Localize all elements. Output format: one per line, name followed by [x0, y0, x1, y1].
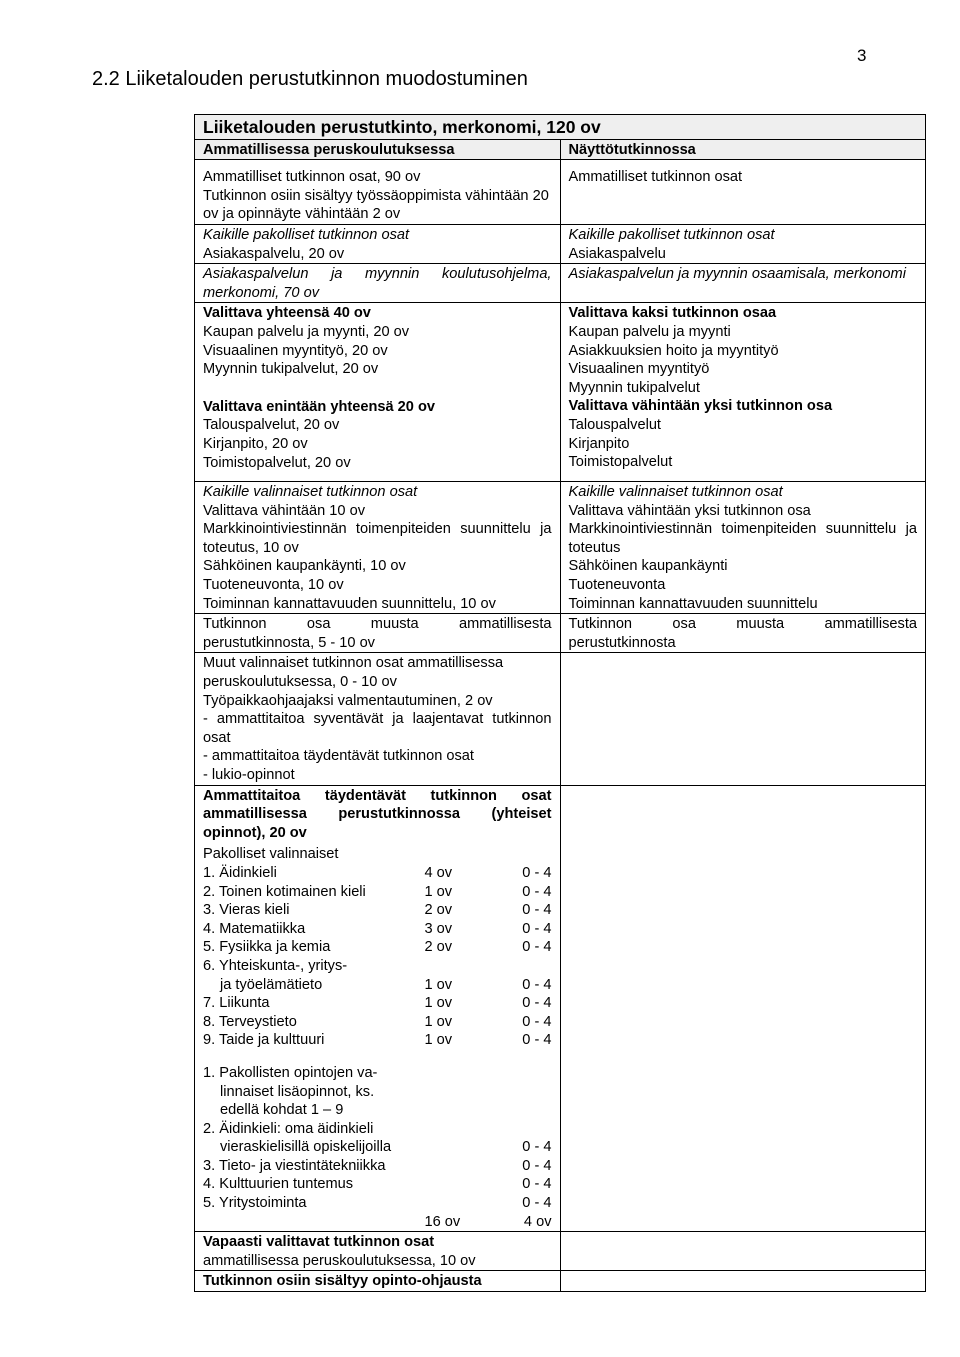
subject-range: 0 - 4 [522, 883, 552, 900]
mandatory-optional-label: Pakolliset valinnaiset [203, 846, 339, 863]
col1-header: Ammatillisessa peruskoulutuksessa [195, 139, 561, 160]
list-item: Kirjanpito [568, 435, 630, 452]
subject-ov: 1 ov [424, 976, 453, 993]
subject-range: 0 - 4 [522, 864, 552, 881]
subject-name: 2. Toinen kotimainen kieli [203, 883, 366, 900]
customer-service-unit-r: Asiakaspalvelu [568, 245, 666, 262]
vocational-units-label-r: Ammatilliset tutkinnon osat [568, 169, 743, 186]
optional-subject: linnaiset lisäopinnot, ks. [220, 1083, 375, 1100]
free-choice-heading: Vapaasti valittavat tutkinnon osat [203, 1234, 435, 1251]
subject-range: 0 - 4 [522, 902, 552, 919]
optional-subject: edellä kohdat 1 – 9 [220, 1102, 344, 1119]
list-item: Talouspalvelut, 20 ov [203, 417, 340, 434]
subject-range: 0 - 4 [522, 976, 552, 993]
common-studies-heading: Ammattitaitoa täydentävät tutkinnon osat ammatillisessa perustutkinnossa (yhteiset opinnot), 20 ov [203, 787, 552, 841]
list-item: Kaupan palvelu ja myynti [568, 323, 731, 340]
subject-range: 0 - 4 [522, 1032, 552, 1049]
list-item: Sähköinen kaupankäynti, 10 ov [203, 558, 406, 575]
subject-name: 6. Yhteiskunta-, yritys- [203, 957, 348, 974]
row-free-choice-left [195, 1232, 561, 1271]
page-number: 3 [857, 46, 867, 65]
list-item: Tuoteneuvonta, 10 ov [203, 577, 344, 594]
optional-subject: 5. Yritystoiminta [203, 1195, 307, 1212]
subject-ov: 1 ov [424, 1013, 453, 1030]
subject-row [203, 901, 552, 920]
empty-cell [560, 653, 926, 785]
row-other-optional-left [195, 653, 561, 785]
subject-row [203, 1194, 552, 1213]
list-item: Asiakkuuksien hoito ja myyntityö [568, 342, 779, 359]
choose-max-20-label: Valittava enintään yhteensä 20 ov [203, 398, 435, 415]
subject-ov: 2 ov [424, 902, 453, 919]
list-item: Myynnin tukipalvelut, 20 ov [203, 361, 379, 378]
subject-ov: 3 ov [424, 920, 453, 937]
list-item: Kirjanpito, 20 ov [203, 435, 308, 452]
mandatory-units-label-r: Kaikille pakolliset tutkinnon osat [568, 226, 775, 243]
workplace-instructor-training: Työpaikkaohjaajaksi valmentautuminen, 2 ov [203, 692, 493, 709]
row-mandatory-right [560, 224, 926, 263]
subject-row [203, 976, 552, 995]
subject-range: 0 - 4 [522, 1013, 552, 1030]
row-common-studies-left [195, 785, 561, 1232]
other-degree-unit-right: Tutkinnon osa muusta ammatillisesta perustutkinnosta [560, 614, 926, 653]
choose-40-label: Valittava yhteensä 40 ov [203, 305, 371, 322]
list-item: Sähköinen kaupankäynti [568, 558, 728, 575]
subject-range: 0 - 4 [522, 939, 552, 956]
list-item: Myynnin tukipalvelut [568, 379, 700, 396]
subject-name: 1. Äidinkieli [203, 864, 277, 881]
subject-ov: 4 ov [424, 864, 453, 881]
upper-secondary-studies: - lukio-opinnot [203, 767, 295, 783]
list-item: Talouspalvelut [568, 416, 661, 433]
subject-row [203, 1157, 552, 1176]
work-learning-note: Tutkinnon osiin sisältyy työssäoppimista vähintään 20 ov ja opinnäyte vähintään 2 ov [203, 187, 549, 223]
deepening-units: - ammattitaitoa syventävät ja laajentavat tutkinnon osat [203, 711, 552, 746]
optional-subject: 4. Kulttuurien tuntemus [203, 1176, 354, 1193]
choose-at-least-one-label: Valittava vähintään yksi tutkinnon osa [568, 398, 833, 415]
subject-name: 9. Taide ja kulttuuri [203, 1032, 325, 1049]
list-item: Toiminnan kannattavuuden suunnittelu [568, 595, 818, 612]
empty-cell [560, 785, 926, 1232]
optional-subject: 2. Äidinkieli: oma äidinkieli [203, 1120, 374, 1137]
table-title: Liiketalouden perustutkinto, merkonomi, 120 ov [203, 117, 601, 137]
study-programme-label: Asiakaspalvelun ja myynnin koulutusohjelma, merkonomi, 70 ov [195, 264, 561, 303]
complementary-units: - ammattitaitoa täydentävät tutkinnon osat [203, 748, 474, 765]
list-item: Toiminnan kannattavuuden suunnittelu, 10 ov [203, 595, 496, 612]
subject-range: 0 - 4 [522, 1195, 552, 1212]
vocational-units-label: Ammatilliset tutkinnon osat, 90 ov [203, 169, 421, 186]
list-item: Toimistopalvelut [568, 454, 673, 471]
subject-range: 0 - 4 [522, 920, 552, 937]
subject-ov: 1 ov [424, 883, 453, 900]
choose-min-one-label: Valittava vähintään yksi tutkinnon osa [568, 502, 811, 519]
row-vocational-left [195, 160, 561, 225]
subject-ov: 2 ov [424, 939, 453, 956]
total-ov: 16 ov [424, 1213, 461, 1230]
list-item: Tuoteneuvonta [568, 577, 666, 594]
list-item: Kaupan palvelu ja myynti, 20 ov [203, 323, 410, 340]
table-title-cell [195, 115, 926, 140]
optional-subject: 3. Tieto- ja viestintätekniikka [203, 1157, 386, 1174]
subject-name: 8. Terveystieto [203, 1013, 297, 1030]
guidance-note: Tutkinnon osiin sisältyy opinto-ohjausta [195, 1271, 561, 1292]
optional-subject: vieraskielisillä opiskelijoilla [220, 1139, 392, 1156]
empty-cell [560, 1271, 926, 1292]
subject-name: 4. Matematiikka [203, 920, 306, 937]
empty-cell [560, 1232, 926, 1271]
subject-row [203, 864, 552, 883]
choose-min-10-label: Valittava vähintään 10 ov [203, 502, 365, 519]
subject-name: ja työelämätieto [220, 976, 323, 993]
col2-header: Näyttötutkinnossa [560, 139, 926, 160]
row-elective-right [560, 303, 926, 482]
row-mandatory-left [195, 224, 561, 263]
other-optional-units: Muut valinnaiset tutkinnon osat ammatillisessa peruskoulutuksessa, 0 - 10 ov [203, 655, 504, 691]
subject-name: 7. Liikunta [203, 995, 270, 1012]
mandatory-units-label: Kaikille pakolliset tutkinnon osat [203, 226, 410, 243]
subject-row [203, 1138, 552, 1157]
optional-units-label-r: Kaikille valinnaiset tutkinnon osat [568, 484, 783, 501]
subject-range: 0 - 4 [522, 1176, 552, 1193]
choose-two-label: Valittava kaksi tutkinnon osaa [568, 305, 777, 322]
competence-area-label: Asiakaspalvelun ja myynnin osaamisala, merkonomi [560, 264, 926, 303]
optional-subject: 1. Pakollisten opintojen va- [203, 1064, 378, 1081]
total-range: 4 ov [523, 1213, 552, 1230]
list-item: Toimistopalvelut, 20 ov [203, 454, 351, 471]
subject-row [203, 1013, 552, 1032]
subject-ov: 1 ov [424, 995, 453, 1012]
row-optional-left [195, 482, 561, 614]
subject-row [203, 1031, 552, 1050]
subject-row [203, 1175, 552, 1194]
subject-row [203, 994, 552, 1013]
list-item: Markkinointiviestinnän toimenpiteiden suunnittelu ja toteutus [568, 521, 917, 556]
subject-name: 5. Fysiikka ja kemia [203, 939, 331, 956]
subject-range: 0 - 4 [522, 1157, 552, 1174]
subject-range: 0 - 4 [522, 995, 552, 1012]
subject-ov: 1 ov [424, 1032, 453, 1049]
optional-units-label: Kaikille valinnaiset tutkinnon osat [203, 484, 418, 501]
customer-service-unit: Asiakaspalvelu, 20 ov [203, 245, 345, 262]
row-vocational-right [560, 160, 926, 225]
row-optional-right [560, 482, 926, 614]
list-item: Visuaalinen myyntityö [568, 361, 710, 378]
list-item: Visuaalinen myyntityö, 20 ov [203, 342, 388, 359]
subject-row [203, 883, 552, 902]
section-heading: 2.2 Liiketalouden perustutkinnon muodostuminen [92, 68, 528, 90]
degree-structure-table [194, 114, 926, 1292]
free-choice-amount: ammatillisessa peruskoulutuksessa, 10 ov [203, 1252, 476, 1269]
totals-row [203, 1213, 552, 1232]
subject-row [203, 938, 552, 957]
subject-range: 0 - 4 [522, 1139, 552, 1156]
subject-name: 3. Vieras kieli [203, 902, 290, 919]
subject-row [203, 920, 552, 939]
list-item: Markkinointiviestinnän toimenpiteiden suunnittelu ja toteutus, 10 ov [203, 521, 552, 556]
row-elective-left [195, 303, 561, 482]
other-degree-unit-left: Tutkinnon osa muusta ammatillisesta perustutkinnosta, 5 - 10 ov [195, 614, 561, 653]
